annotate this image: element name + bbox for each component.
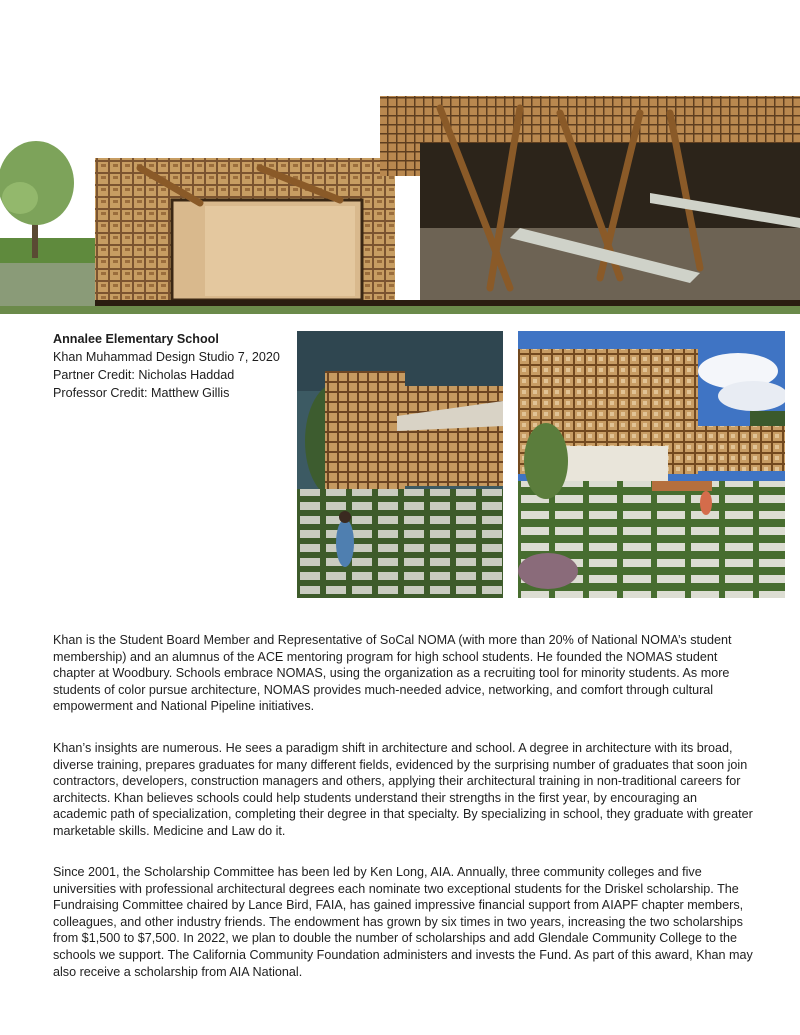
body-paragraph-3: Since 2001, the Scholarship Committee has been led by Ken Long, AIA. Annually, three community colleges and five universities with professional architectural degrees each nominate two exceptional students for the Driskel scholarship. The Fundraising Committee chaired by Lance Bird, FAIA, has gained impressive financial support from AIAPF chapter members, colleagues, and other industry friends. The endowment has grown by six times in two years, increasing the two scholarships from $1,500 to $7,500. In 2022, we plan to double the number of scholarships and add Glendale Community College to the schools we support. The California Community Foundation administers and invests the Fund. As part of this award, Khan may also receive a scholarship from AIA National. bbox=[53, 865, 753, 979]
facade-render-image bbox=[518, 331, 785, 598]
hero-render-graphic bbox=[0, 88, 800, 314]
hero-section-render bbox=[0, 88, 800, 314]
project-studio: Khan Muhammad Design Studio 7, 2020 bbox=[53, 350, 280, 364]
body-paragraph-1: Khan is the Student Board Member and Representative of SoCal NOMA (with more than 20% of National NOMA’s student membership) and an alumnus of the ACE mentoring program for high school students. He founded the NOMAS student chapter at Woodbury. Schools embrace NOMAS, using the organization as a recruiting tool for minority students. As more students of color pursue architecture, NOMAS provides much-needed advice, networking, and comfort through cultural empowerment and National Pipeline initiatives. bbox=[53, 633, 732, 714]
professor-credit: Professor Credit: Matthew Gillis bbox=[53, 386, 230, 400]
courtyard-render-graphic bbox=[297, 331, 503, 598]
partner-credit: Partner Credit: Nicholas Haddad bbox=[53, 368, 235, 382]
project-caption bbox=[53, 330, 293, 402]
courtyard-render-image bbox=[297, 331, 503, 598]
project-title: Annalee Elementary School bbox=[53, 332, 219, 346]
facade-render-graphic bbox=[518, 331, 785, 598]
body-paragraph-2: Khan’s insights are numerous. He sees a paradigm shift in architecture and school. A degree in architecture with its broad, diverse training, prepares graduates for many different fields, evidenced by the surprising number of graduates that soon join contractors, developers, construction managers and others, applying their architectural training in non-traditional careers for architects. Khan believes schools could help students understand their strengths in the first year, by encouraging an academic path of specialization, completing their degree in that specialty. By specializing in school, they graduate with greater marketable skills. Medicine and Law do it. bbox=[53, 741, 753, 838]
